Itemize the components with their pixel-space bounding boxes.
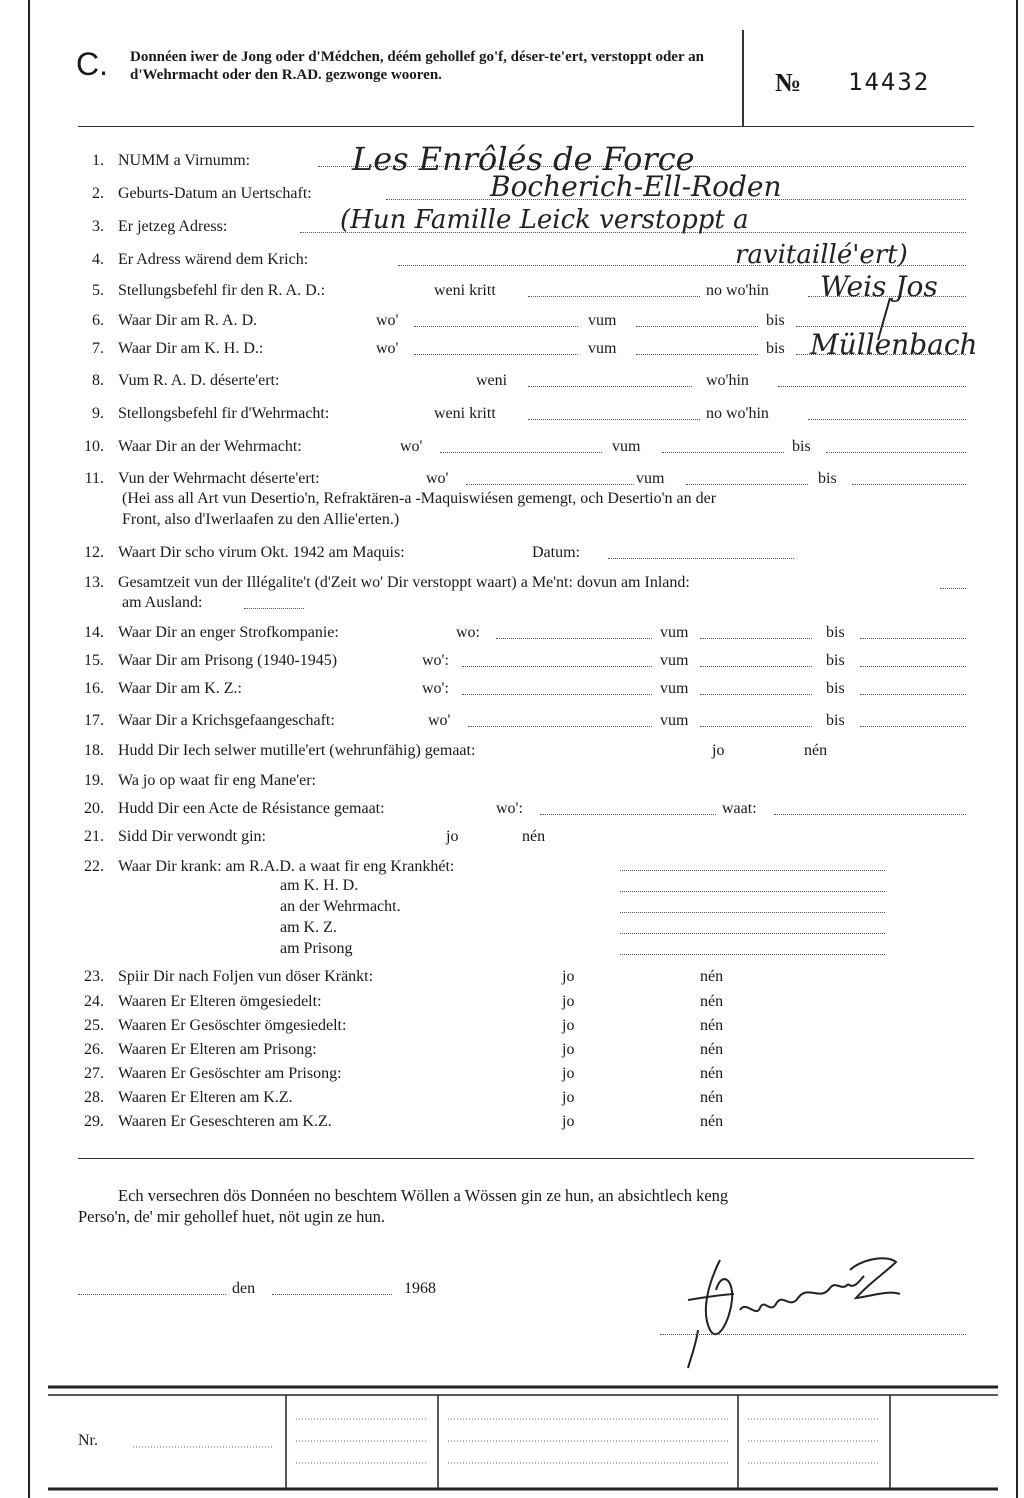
row22-prisong: am Prisong bbox=[280, 940, 353, 957]
row-5-label: Stellungsbefehl fir den R. A. D.: bbox=[118, 282, 326, 299]
row-number: 27. bbox=[84, 1065, 104, 1082]
row-number: 15. bbox=[84, 652, 104, 669]
row-25-yes: jo bbox=[562, 1017, 575, 1034]
row13-abroad-field bbox=[244, 608, 304, 609]
row-13-inland-field bbox=[940, 588, 966, 589]
row-number: 16. bbox=[84, 680, 104, 697]
row-15-until-field bbox=[860, 666, 966, 667]
row-number: 13. bbox=[84, 574, 104, 591]
row-26-yes: jo bbox=[562, 1041, 575, 1058]
row-6-until-label: bis bbox=[766, 312, 785, 329]
row-13-label: Gesamtzeit vun der Illégalite't (d'Zeit wo' Dir verstoppt waart) a Me'nt: dovun am Inland: bbox=[118, 574, 690, 591]
handwritten-name: Les Enrôlés de Force bbox=[352, 140, 695, 178]
row-14-where-label: wo: bbox=[456, 624, 480, 641]
row-20-what-label: waat: bbox=[722, 800, 757, 817]
row-24-no: nén bbox=[700, 993, 724, 1010]
row22-field-1 bbox=[620, 870, 885, 871]
row-16-where-label: wo': bbox=[422, 680, 449, 697]
row-17-label: Waar Dir a Krichsgefaangeschaft: bbox=[118, 712, 335, 729]
row-8-where-label: wo'hin bbox=[706, 372, 749, 389]
declaration-rule bbox=[78, 1158, 974, 1159]
row-number: 29. bbox=[84, 1113, 104, 1130]
row11-note: (Hei ass all Art vun Desertio'n, Refraktären-a -Maquiswiésen gemengt, och Desertio'n an der bbox=[122, 490, 717, 507]
row-28-label: Waaren Er Elteren am K.Z. bbox=[118, 1089, 293, 1106]
row-29-no: nén bbox=[700, 1113, 724, 1130]
row-15-until-label: bis bbox=[826, 652, 845, 669]
row-6-where-label: wo' bbox=[376, 312, 399, 329]
page-border-left bbox=[28, 0, 30, 1498]
row-26-no: nén bbox=[700, 1041, 724, 1058]
row-number: 2. bbox=[92, 185, 104, 202]
row-14-from-label: vum bbox=[660, 624, 689, 641]
row-16-from-label: vum bbox=[660, 680, 689, 697]
row-number: 4. bbox=[92, 251, 104, 268]
row-25-label: Waaren Er Gesöschter ömgesiedelt: bbox=[118, 1017, 347, 1034]
row-11-from-label: vum bbox=[636, 470, 665, 487]
row-7-label: Waar Dir am K. H. D.: bbox=[118, 340, 264, 357]
row-11-until-field bbox=[852, 484, 966, 485]
date-field bbox=[272, 1294, 392, 1295]
row-7-from-field bbox=[636, 354, 758, 355]
row-number: 23. bbox=[84, 968, 104, 985]
row-26-label: Waaren Er Elteren am Prisong: bbox=[118, 1041, 317, 1058]
row-number: 11. bbox=[84, 470, 104, 487]
handwritten-stroke bbox=[868, 296, 898, 344]
signature bbox=[660, 1240, 920, 1380]
row-7-from-label: vum bbox=[588, 340, 617, 357]
row-8-label: Vum R. A. D. déserte'ert: bbox=[118, 372, 280, 389]
form-number: 14432 bbox=[848, 68, 931, 96]
row-18-yes: jo bbox=[712, 742, 725, 759]
date-year: 1968 bbox=[404, 1280, 436, 1297]
row-8-when-field bbox=[528, 386, 692, 387]
row-number: 14. bbox=[84, 624, 104, 641]
row-9-label: Stellongsbefehl fir d'Wehrmacht: bbox=[118, 405, 330, 422]
row-16-where-field bbox=[462, 694, 652, 695]
header-rule bbox=[78, 126, 974, 127]
row-18-label: Hudd Dir Iech selwer mutille'ert (wehrunfähig) gemaat: bbox=[118, 742, 476, 759]
row-29-yes: jo bbox=[562, 1113, 575, 1130]
row-27-label: Waaren Er Gesöschter am Prisong: bbox=[118, 1065, 342, 1082]
row-10-from-field bbox=[662, 452, 784, 453]
form-title: Donnéen iwer de Jong oder d'Médchen, déém gehollef go'f, déser-te'ert, verstoppt oder an d'Wehrmacht oder den R.AD. gezwonge wooren. bbox=[130, 49, 704, 83]
row-10-where-label: wo' bbox=[400, 438, 423, 455]
row-25-no: nén bbox=[700, 1017, 724, 1034]
row22-field-5 bbox=[620, 954, 885, 955]
row-14-from-field bbox=[700, 638, 812, 639]
row-10-label: Waar Dir an der Wehrmacht: bbox=[118, 438, 302, 455]
row-number: 28. bbox=[84, 1089, 104, 1106]
row-number: 26. bbox=[84, 1041, 104, 1058]
row-11-from-field bbox=[686, 484, 808, 485]
row-11-where-label: wo' bbox=[426, 470, 449, 487]
row-number: 25. bbox=[84, 1017, 104, 1034]
row-9-when-field bbox=[528, 419, 700, 420]
row-11-until-label: bis bbox=[818, 470, 837, 487]
row-14-where-field bbox=[496, 638, 652, 639]
row-7-where-label: wo' bbox=[376, 340, 399, 357]
row-17-from-field bbox=[700, 726, 812, 727]
row-6-from-field bbox=[636, 326, 758, 327]
row-21-no: nén bbox=[522, 828, 546, 845]
row-21-yes: jo bbox=[446, 828, 459, 845]
row-number: 3. bbox=[92, 218, 104, 235]
row-16-label: Waar Dir am K. Z.: bbox=[118, 680, 242, 697]
row-5-when-field bbox=[528, 296, 700, 297]
row-number: 20. bbox=[84, 800, 104, 817]
row-29-label: Waaren Er Geseschteren am K.Z. bbox=[118, 1113, 332, 1130]
row22-field-4 bbox=[620, 933, 885, 934]
row-23-label: Spiir Dir nach Foljen vun döser Kränkt: bbox=[118, 968, 374, 985]
row-11-where-field bbox=[466, 484, 634, 485]
row-16-until-field bbox=[860, 694, 966, 695]
number-label: № bbox=[775, 68, 802, 97]
header-divider bbox=[742, 30, 744, 126]
row-7-until-label: bis bbox=[766, 340, 785, 357]
row-6-label: Waar Dir am R. A. D. bbox=[118, 312, 258, 329]
row11-note-2: Front, also d'Iwerlaafen zu den Allie'erten.) bbox=[122, 511, 400, 528]
row-5-where-label: no wo'hin bbox=[706, 282, 769, 299]
row-14-until-label: bis bbox=[826, 624, 845, 641]
row-14-label: Waar Dir an enger Strofkompanie: bbox=[118, 624, 339, 641]
page-border-right bbox=[1016, 0, 1018, 1498]
row-17-until-field bbox=[860, 726, 966, 727]
row-17-where-label: wo' bbox=[428, 712, 451, 729]
row-number: 9. bbox=[92, 405, 104, 422]
handwritten-address-1: (Hun Famille Leick verstoppt a bbox=[340, 205, 749, 235]
row-10-where-field bbox=[440, 452, 602, 453]
row-number: 18. bbox=[84, 742, 104, 759]
row-5-when-label: weni kritt bbox=[434, 282, 496, 299]
row22-khd: am K. H. D. bbox=[280, 877, 359, 894]
row-23-no: nén bbox=[700, 968, 724, 985]
row-11-label: Vun der Wehrmacht déserte'ert: bbox=[118, 470, 320, 487]
row-15-label: Waar Dir am Prisong (1940-1945) bbox=[118, 652, 338, 669]
row-28-no: nén bbox=[700, 1089, 724, 1106]
row-17-from-label: vum bbox=[660, 712, 689, 729]
row-20-where-label: wo': bbox=[496, 800, 523, 817]
row-16-from-field bbox=[700, 694, 812, 695]
row-17-where-field bbox=[468, 726, 652, 727]
date-den: den bbox=[232, 1280, 256, 1297]
row-27-no: nén bbox=[700, 1065, 724, 1082]
row-3-label: Er jetzeg Adress: bbox=[118, 218, 228, 235]
row-number: 6. bbox=[92, 312, 104, 329]
row-2-label: Geburts-Datum an Uertschaft: bbox=[118, 185, 312, 202]
row-9-where-field bbox=[808, 419, 966, 420]
row22-field-3 bbox=[620, 912, 885, 913]
row-14-until-field bbox=[860, 638, 966, 639]
footer-nr-label: Nr. bbox=[78, 1432, 98, 1449]
row-15-where-field bbox=[462, 666, 652, 667]
row-15-from-field bbox=[700, 666, 812, 667]
row-10-until-label: bis bbox=[792, 438, 811, 455]
declaration-line-2: Perso'n, de' mir gehollef huet, nöt ugin ze hun. bbox=[78, 1207, 386, 1226]
row-15-from-label: vum bbox=[660, 652, 689, 669]
section-letter: C. bbox=[76, 46, 108, 82]
row-22-label: Waar Dir krank: am R.A.D. a waat fir eng Krankhét: bbox=[118, 858, 455, 875]
row-15-where-label: wo': bbox=[422, 652, 449, 669]
row-20-label: Hudd Dir een Acte de Résistance gemaat: bbox=[118, 800, 385, 817]
row-number: 7. bbox=[92, 340, 104, 357]
row-17-until-label: bis bbox=[826, 712, 845, 729]
row13-abroad: am Ausland: bbox=[122, 594, 203, 611]
row-12-date-field bbox=[608, 558, 794, 559]
row-20-where-field bbox=[540, 814, 716, 815]
row-6-where-field bbox=[414, 326, 578, 327]
row22-field-2 bbox=[620, 891, 885, 892]
row-24-label: Waaren Er Elteren ömgesiedelt: bbox=[118, 993, 322, 1010]
row-number: 10. bbox=[84, 438, 104, 455]
row-number: 22. bbox=[84, 858, 104, 875]
place-field bbox=[78, 1294, 226, 1295]
row-number: 1. bbox=[92, 152, 104, 169]
footer-grid bbox=[28, 1385, 1018, 1495]
row-16-until-label: bis bbox=[826, 680, 845, 697]
row-number: 24. bbox=[84, 993, 104, 1010]
row-number: 21. bbox=[84, 828, 104, 845]
row-1-label: NUMM a Virnumm: bbox=[118, 152, 251, 169]
row-10-until-field bbox=[826, 452, 966, 453]
row-20-what-field bbox=[774, 814, 966, 815]
row-12-label: Waart Dir scho virum Okt. 1942 am Maquis: bbox=[118, 544, 405, 561]
row-number: 17. bbox=[84, 712, 104, 729]
declaration-line-1: Ech versechren dös Donnéen no beschtem Wöllen a Wössen gin ze hun, an absichtlech keng bbox=[118, 1186, 729, 1205]
row-6-from-label: vum bbox=[588, 312, 617, 329]
row22-wehrmacht: an der Wehrmacht. bbox=[280, 898, 401, 915]
row-24-yes: jo bbox=[562, 993, 575, 1010]
row-4-label: Er Adress wärend dem Krich: bbox=[118, 251, 309, 268]
row-9-when-label: weni kritt bbox=[434, 405, 496, 422]
handwritten-rad-location: Weis Jos bbox=[820, 270, 938, 303]
handwritten-khd-until: Müllenbach bbox=[810, 328, 978, 361]
row-7-where-field bbox=[414, 354, 578, 355]
row-28-yes: jo bbox=[562, 1089, 575, 1106]
handwritten-address-2: ravitaillé'ert) bbox=[735, 240, 908, 270]
row22-kz: am K. Z. bbox=[280, 919, 337, 936]
row-27-yes: jo bbox=[562, 1065, 575, 1082]
row-9-where-label: no wo'hin bbox=[706, 405, 769, 422]
row-23-yes: jo bbox=[562, 968, 575, 985]
row-19-label: Wa jo op waat fir eng Mane'er: bbox=[118, 772, 316, 789]
row-8-when-label: weni bbox=[476, 372, 508, 389]
signature-line bbox=[660, 1334, 966, 1335]
row-number: 19. bbox=[84, 772, 104, 789]
row-number: 5. bbox=[92, 282, 104, 299]
row-21-label: Sidd Dir verwondt gin: bbox=[118, 828, 266, 845]
row-8-where-field bbox=[778, 386, 966, 387]
row-18-no: nén bbox=[804, 742, 828, 759]
row-12-date-label: Datum: bbox=[532, 544, 580, 561]
row-number: 12. bbox=[84, 544, 104, 561]
handwritten-birth: Bocherich-Ell-Roden bbox=[490, 170, 782, 203]
row-number: 8. bbox=[92, 372, 104, 389]
row-10-from-label: vum bbox=[612, 438, 641, 455]
